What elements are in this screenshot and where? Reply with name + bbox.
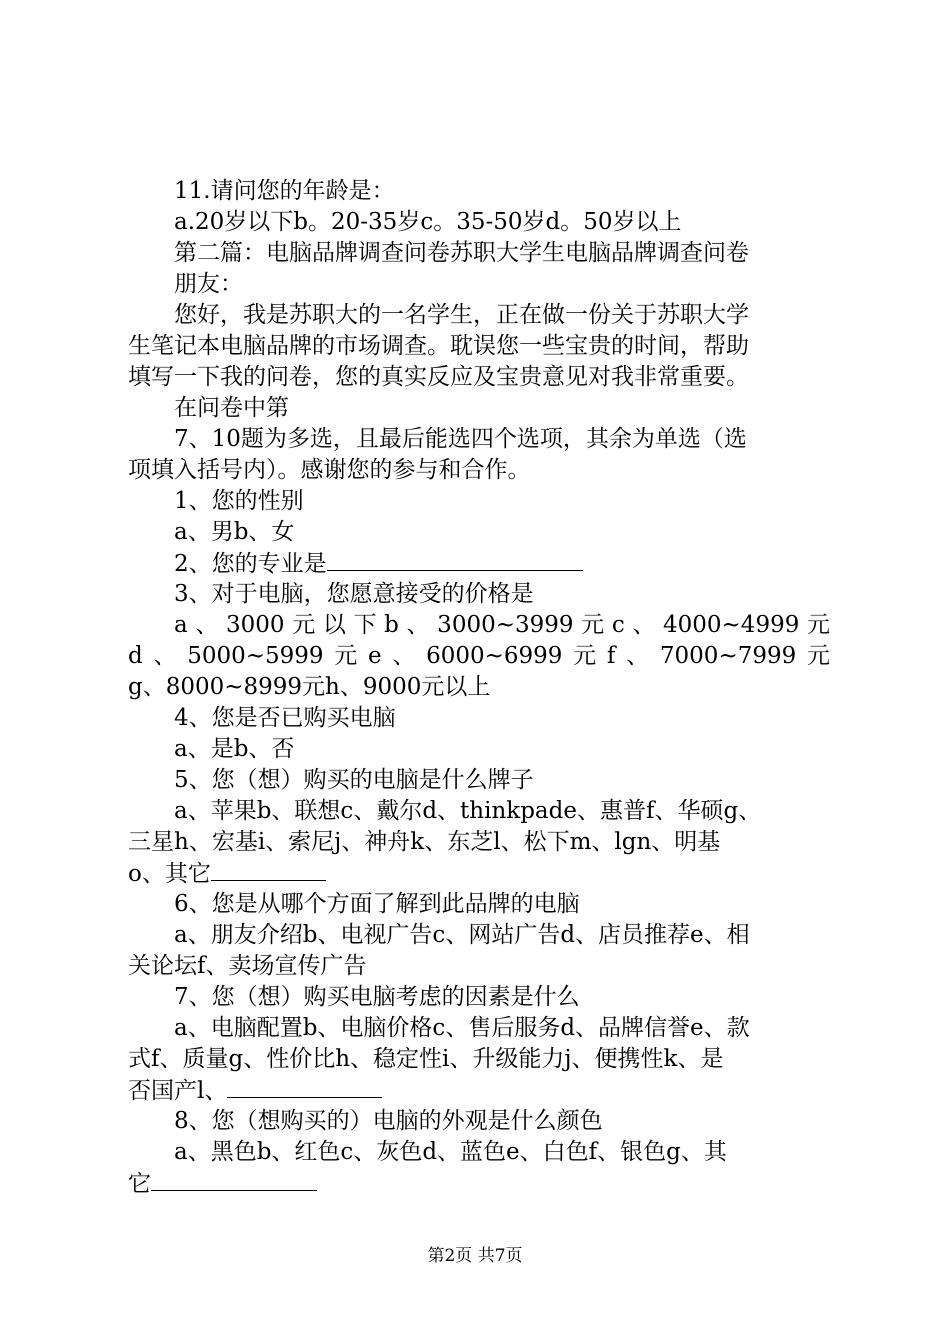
text-line: [128, 455, 830, 486]
text-line: [128, 641, 830, 672]
text-line: [128, 672, 830, 703]
text-line: [128, 920, 830, 951]
text-line: [128, 765, 830, 796]
text-line-content: 3、对于电脑，您愿意接受的价格是: [174, 581, 534, 607]
text-line: [128, 424, 830, 455]
text-line: [128, 703, 830, 734]
text-line-content: a、苹果b、联想c、戴尔d、thinkpade、惠普f、华硕g、: [174, 798, 762, 824]
text-line-content: 填写一下我的问卷，您的真实反应及宝贵意见对我非常重要。: [128, 364, 749, 390]
text-line-content: 式f、质量g、性价比h、稳定性i、升级能力j、便携性k、是: [128, 1046, 724, 1072]
text-line: [128, 176, 830, 207]
text-line: [128, 858, 830, 889]
text-line: [128, 827, 830, 858]
text-line-content: a、黑色b、红色c、灰色d、蓝色e、白色f、银色g、其: [174, 1139, 727, 1165]
fill-in-blank: [227, 1075, 382, 1098]
text-line-content: 2、您的专业是: [174, 551, 327, 577]
page-footer: 第2页 共7页: [427, 1246, 523, 1266]
text-line: [128, 796, 830, 827]
text-line: [128, 486, 830, 517]
text-line: [128, 269, 830, 300]
text-line-content: a.20岁以下b。20-35岁c。35-50岁d。50岁以上: [174, 209, 682, 235]
text-line-content: a、朋友介绍b、电视广告c、网站广告d、店员推荐e、相: [174, 922, 750, 948]
text-line: [128, 1044, 830, 1075]
text-line-content: 7、10题为多选，且最后能选四个选项，其余为单选（选: [174, 426, 747, 452]
fill-in-blank: [327, 548, 583, 571]
text-line-content: d、5000~5999元e、6000~6999元f、7000~7999元: [128, 643, 830, 669]
text-line-content: 7、您（想）购买电脑考虑的因素是什么: [174, 984, 580, 1010]
text-line-content: g、8000~8999元h、9000元以上: [128, 674, 491, 700]
text-line-content: a、男b、女: [174, 519, 295, 545]
text-line-content: 您好，我是苏职大的一名学生，正在做一份关于苏职大学: [174, 302, 749, 328]
text-line-content: 它: [128, 1171, 151, 1197]
text-line-content: 1、您的性别: [174, 488, 304, 514]
text-line: [128, 1106, 830, 1137]
text-line: [128, 393, 830, 424]
text-line-content: o、其它: [128, 861, 211, 887]
text-line-content: 生笔记本电脑品牌的市场调查。耽误您一些宝贵的时间，帮助: [128, 333, 749, 359]
text-line: [128, 1013, 830, 1044]
text-line: [128, 982, 830, 1013]
fill-in-blank: [211, 858, 326, 881]
text-line: [128, 610, 830, 641]
text-line: [128, 1137, 830, 1168]
text-line: [128, 300, 830, 331]
text-line-content: 关论坛f、卖场宣传广告: [128, 953, 367, 979]
text-line: [128, 548, 830, 579]
text-line-content: a、电脑配置b、电脑价格c、售后服务d、品牌信誉e、款: [174, 1015, 750, 1041]
document-body: [128, 176, 830, 1199]
text-line-content: 否国产l、: [128, 1078, 228, 1104]
text-line: [128, 1168, 830, 1199]
text-line-content: 项填入括号内）。感谢您的参与和合作。: [128, 457, 531, 483]
text-line-content: 5、您（想）购买的电脑是什么牌子: [174, 767, 534, 793]
fill-in-blank: [151, 1168, 317, 1191]
text-line-content: 朋友：: [174, 271, 243, 297]
text-line: [128, 579, 830, 610]
text-line-content: 11.请问您的年龄是：: [174, 178, 395, 204]
text-line-content: 三星h、宏基i、索尼j、神舟k、东芝l、松下m、lgn、明基: [128, 829, 721, 855]
text-line-content: a、是b、否: [174, 736, 295, 762]
text-line-content: 4、您是否已购买电脑: [174, 705, 396, 731]
text-line: [128, 734, 830, 765]
text-line: [128, 331, 830, 362]
text-line-content: 在问卷中第: [174, 395, 289, 421]
text-line-content: 8、您（想购买的）电脑的外观是什么颜色: [174, 1108, 603, 1134]
text-line: [128, 362, 830, 393]
text-line-content: 6、您是从哪个方面了解到此品牌的电脑: [174, 891, 580, 917]
text-line: [128, 1075, 830, 1106]
text-line: [128, 889, 830, 920]
text-line: [128, 207, 830, 238]
text-line-content: a、3000元以下b、3000~3999元c、4000~4999元: [174, 612, 830, 638]
text-line: [128, 238, 830, 269]
text-line: [128, 951, 830, 982]
text-line-content: 第二篇：电脑品牌调查问卷苏职大学生电脑品牌调查问卷: [174, 240, 749, 266]
text-line: [128, 517, 830, 548]
